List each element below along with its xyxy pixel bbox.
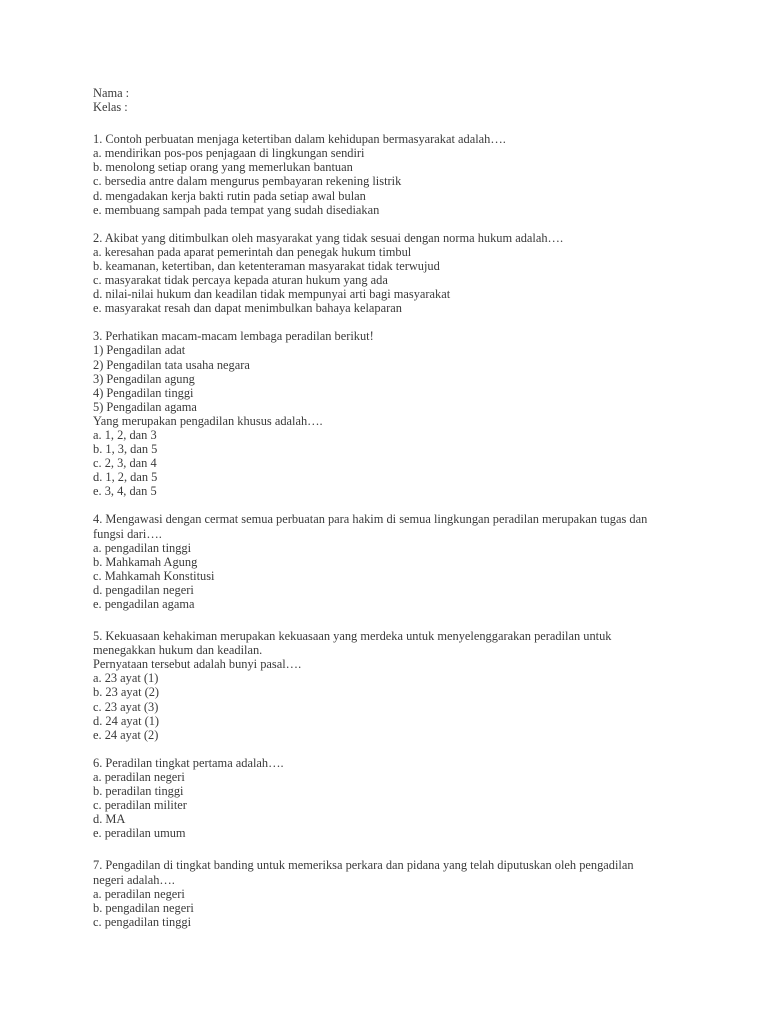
question-stem-continuation: menegakkan hukum dan keadilan. [93,643,263,658]
answer-option: a. keresahan pada aparat pemerintah dan penegak hukum timbul [93,244,412,259]
answer-option: e. 24 ayat (2) [93,727,159,742]
question-stem: 6. Peradilan tingkat pertama adalah…. [93,755,284,770]
question-prompt: Yang merupakan pengadilan khusus adalah…. [93,413,323,428]
question-7 [93,858,683,928]
answer-option: d. MA [93,812,126,827]
answer-option: d. 24 ayat (1) [93,713,160,728]
answer-option: e. masyarakat resah dan dapat menimbulkan bahaya kelaparan [93,301,402,316]
list-item: 5) Pengadilan agama [93,399,197,414]
question-5 [93,629,683,742]
answer-option: c. 23 ayat (3) [93,699,159,714]
question-stem: 1. Contoh perbuatan menjaga ketertiban dalam kehidupan bermasyarakat adalah…. [93,132,506,147]
kelas-label: Kelas : [93,100,128,115]
list-item: 2) Pengadilan tata usaha negara [93,357,250,372]
answer-option: a. mendirikan pos-pos penjagaan di lingkungan sendiri [93,146,365,161]
question-2 [93,231,683,316]
question-stem: 4. Mengawasi dengan cermat semua perbuatan para hakim di semua lingkungan peradilan merupakan tugas dan [93,512,648,527]
question-prompt: Pernyataan tersebut adalah bunyi pasal…. [93,657,302,672]
answer-option: b. menolong setiap orang yang memerlukan bantuan [93,160,353,175]
answer-option: b. peradilan tinggi [93,784,184,799]
question-stem: 2. Akibat yang ditimbulkan oleh masyarakat yang tidak sesuai dengan norma hukum adalah…. [93,230,564,245]
answer-option: d. 1, 2, dan 5 [93,470,158,485]
question-6 [93,756,683,841]
answer-option: b. keamanan, ketertiban, dan ketenteraman masyarakat tidak terwujud [93,258,440,273]
answer-option: a. 23 ayat (1) [93,671,159,686]
nama-label: Nama : [93,86,130,100]
answer-option: c. Mahkamah Konstitusi [93,568,215,583]
answer-option: a. peradilan negeri [93,886,185,901]
answer-option: c. peradilan militer [93,798,187,813]
question-3 [93,329,683,498]
answer-option: c. masyarakat tidak percaya kepada aturan hukum yang ada [93,273,388,288]
document-page [93,86,683,943]
answer-option: e. membuang sampah pada tempat yang sudah disediakan [93,202,380,217]
answer-option: d. mengadakan kerja bakti rutin pada setiap awal bulan [93,188,366,203]
answer-option: a. 1, 2, dan 3 [93,427,157,442]
question-1 [93,132,683,217]
answer-option: a. pengadilan tinggi [93,540,192,555]
list-item: 3) Pengadilan agung [93,371,195,386]
student-header [93,86,683,114]
answer-option: b. 1, 3, dan 5 [93,442,158,457]
question-stem: 3. Perhatikan macam-macam lembaga peradilan berikut! [93,329,374,344]
question-stem-continuation: fungsi dari…. [93,526,162,541]
question-stem: 5. Kekuasaan kehakiman merupakan kekuasaan yang merdeka untuk menyelenggarakan peradilan untuk [93,629,612,644]
answer-option: c. pengadilan tinggi [93,914,192,929]
answer-option: a. peradilan negeri [93,769,185,784]
answer-option: e. pengadilan agama [93,597,195,611]
answer-option: d. pengadilan negeri [93,582,194,597]
answer-option: c. bersedia antre dalam mengurus pembayaran rekening listrik [93,174,402,189]
question-stem-continuation: negeri adalah…. [93,872,175,887]
answer-option: b. pengadilan negeri [93,900,194,915]
answer-option: e. peradilan umum [93,826,186,841]
answer-option: b. Mahkamah Agung [93,554,198,569]
answer-option: d. nilai-nilai hukum dan keadilan tidak mempunyai arti bagi masyarakat [93,287,451,302]
question-4 [93,512,683,611]
answer-option: c. 2, 3, dan 4 [93,456,157,471]
answer-option: b. 23 ayat (2) [93,685,160,700]
question-stem: 7. Pengadilan di tingkat banding untuk memeriksa perkara dan pidana yang telah diputuskan oleh pengadilan [93,858,634,873]
list-item: 4) Pengadilan tinggi [93,385,194,400]
list-item: 1) Pengadilan adat [93,343,186,358]
answer-option: e. 3, 4, dan 5 [93,484,157,499]
